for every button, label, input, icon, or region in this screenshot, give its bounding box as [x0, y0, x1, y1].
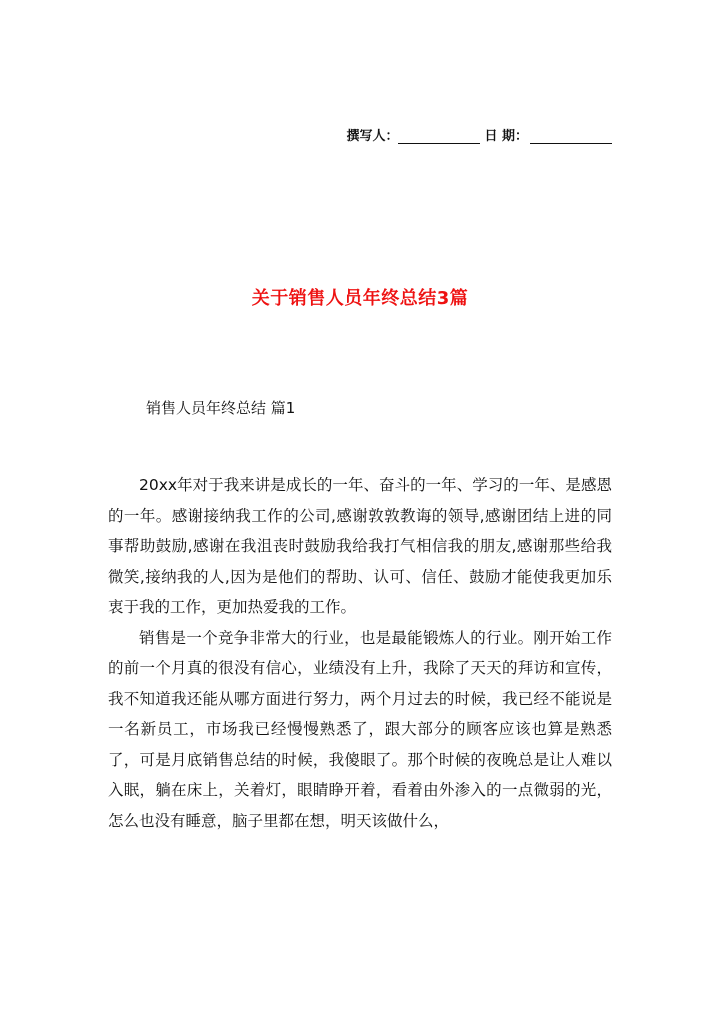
document-title: 关于销售人员年终总结3篇: [251, 288, 469, 309]
author-blank: [398, 129, 480, 144]
body-text: [108, 470, 612, 836]
date-label: 日 期：: [484, 129, 528, 144]
paragraph-2: 销售是一个竞争非常大的行业，也是最能锻炼人的行业。刚开始工作的前一个月真的很没有信心，业绩没有上升，我除了天天的拜访和宣传，我不知道我还能从哪方面进行努力，两个月过去的时候，我已经不能说是一名新员工，市场我已经慢慢熟悉了，跟大部分的顾客应该也算是熟悉了，可是月底销售总结的时候，我傻眼了。那个时候的夜晚总是让人难以入眠，躺在床上，关着灯，眼睛睁开着，看着由外渗入的一点微弱的光，怎么也没有睡意，脑子里都在想，明天该做什么，: [108, 628, 612, 830]
date-blank: [530, 129, 612, 144]
section-title: 销售人员年终总结 篇1: [146, 399, 296, 417]
author-label: 撰写人：: [346, 129, 399, 144]
paragraph-1: 20xx年对于我来讲是成长的一年、奋斗的一年、学习的一年、是感恩的一年。感谢接纳我工作的公司,感谢敦敦教诲的领导,感谢团结上进的同事帮助鼓励,感谢在我沮丧时鼓励我给我打气相信我的朋友,感谢那些给我微笑,接纳我的人,因为是他们的帮助、认可、信任、鼓励才能使我更加乐衷于我的工作，更加热爱我的工作。: [108, 476, 612, 616]
header-line: [346, 125, 612, 144]
